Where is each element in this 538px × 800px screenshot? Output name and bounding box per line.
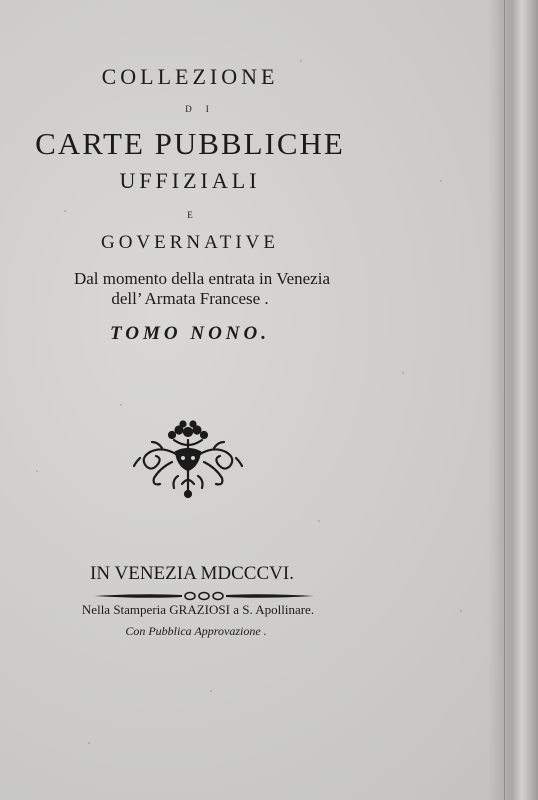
title-governative: GOVERNATIVE <box>100 232 280 253</box>
page-edge <box>498 0 538 800</box>
title-e: E <box>187 210 193 220</box>
subtitle-line-1: Dal momento della entrata in Venezia <box>73 269 330 288</box>
title-carte-pubbliche: CARTE PUBBLICHE <box>35 126 345 161</box>
volume-label: TOMO NONO. <box>110 323 270 344</box>
imprint-place-date: IN VENEZIA MDCCCVI. <box>90 563 294 584</box>
printer-line: Nella Stamperia GRAZIOSI a S. Apollinare. <box>81 602 315 617</box>
title-di: DI <box>185 104 223 114</box>
ornamental-rule-icon <box>94 591 314 601</box>
subtitle-line-2: dell’ Armata Francese . <box>111 289 269 308</box>
approval-line: Con Pubblica Approvazione . <box>125 624 267 638</box>
title-uffiziali: UFFIZIALI <box>119 168 261 193</box>
title-collezione: COLLEZIONE <box>101 64 279 89</box>
floral-ornament-icon <box>132 418 244 502</box>
